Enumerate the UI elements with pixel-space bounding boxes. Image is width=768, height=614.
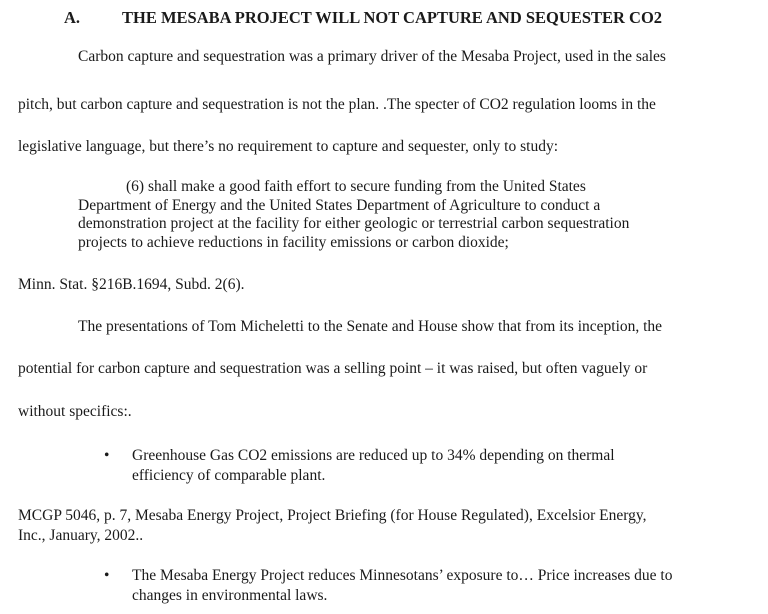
quote-line-3: demonstration project at the facility for either geologic or terrestrial carbon sequestration <box>78 215 630 232</box>
bullet-2-line-1: The Mesaba Energy Project reduces Minnesotans’ exposure to… Price increases due to <box>132 567 673 584</box>
section-title: THE MESABA PROJECT WILL NOT CAPTURE AND SEQUESTER CO2 <box>122 8 663 27</box>
quote-line-2: Department of Energy and the United States Department of Agriculture to conduct a <box>78 196 601 214</box>
paragraph-1-line-3: legislative language, but there’s no requirement to capture and sequester, only to study: <box>18 138 559 155</box>
bullet-1-line-1: Greenhouse Gas CO2 emissions are reduced up to 34% depending on thermal <box>132 447 615 464</box>
citation-briefing <box>18 506 646 546</box>
citation-statute: Minn. Stat. §216B.1694, Subd. 2(6). <box>18 276 245 293</box>
section-heading <box>64 8 662 28</box>
quote-line-4: projects to achieve reductions in facility emissions or carbon dioxide; <box>78 233 509 251</box>
citation-briefing-line-1: MCGP 5046, p. 7, Mesaba Energy Project, Project Briefing (for House Regulated), Excelsior Energy, <box>18 507 647 524</box>
bullet-1-text <box>132 446 615 486</box>
paragraph-1-line-1: Carbon capture and sequestration was a primary driver of the Mesaba Project, used in the sales <box>78 48 666 65</box>
bullet-1-line-2: efficiency of comparable plant. <box>132 467 326 484</box>
quote-line-1: (6) shall make a good faith effort to secure funding from the United States <box>126 178 586 195</box>
paragraph-2-line-2: potential for carbon capture and sequestration was a selling point – it was raised, but often vaguely or <box>18 360 648 377</box>
paragraph-2-line-1: The presentations of Tom Micheletti to the Senate and House show that from its inception, the <box>78 318 663 335</box>
bullet-icon: • <box>104 567 110 584</box>
paragraph-1-line-2: pitch, but carbon capture and sequestration is not the plan. .The specter of CO2 regulation looms in the <box>18 96 656 113</box>
bullet-2-line-2: changes in environmental laws. <box>132 587 328 604</box>
bullet-2-text <box>132 566 672 606</box>
statute-block-quote <box>78 178 738 252</box>
section-number: A. <box>64 8 81 27</box>
bullet-icon: • <box>104 447 110 464</box>
paragraph-2-line-3: without specifics:. <box>18 403 132 420</box>
citation-briefing-line-2: Inc., January, 2002.. <box>18 527 144 544</box>
